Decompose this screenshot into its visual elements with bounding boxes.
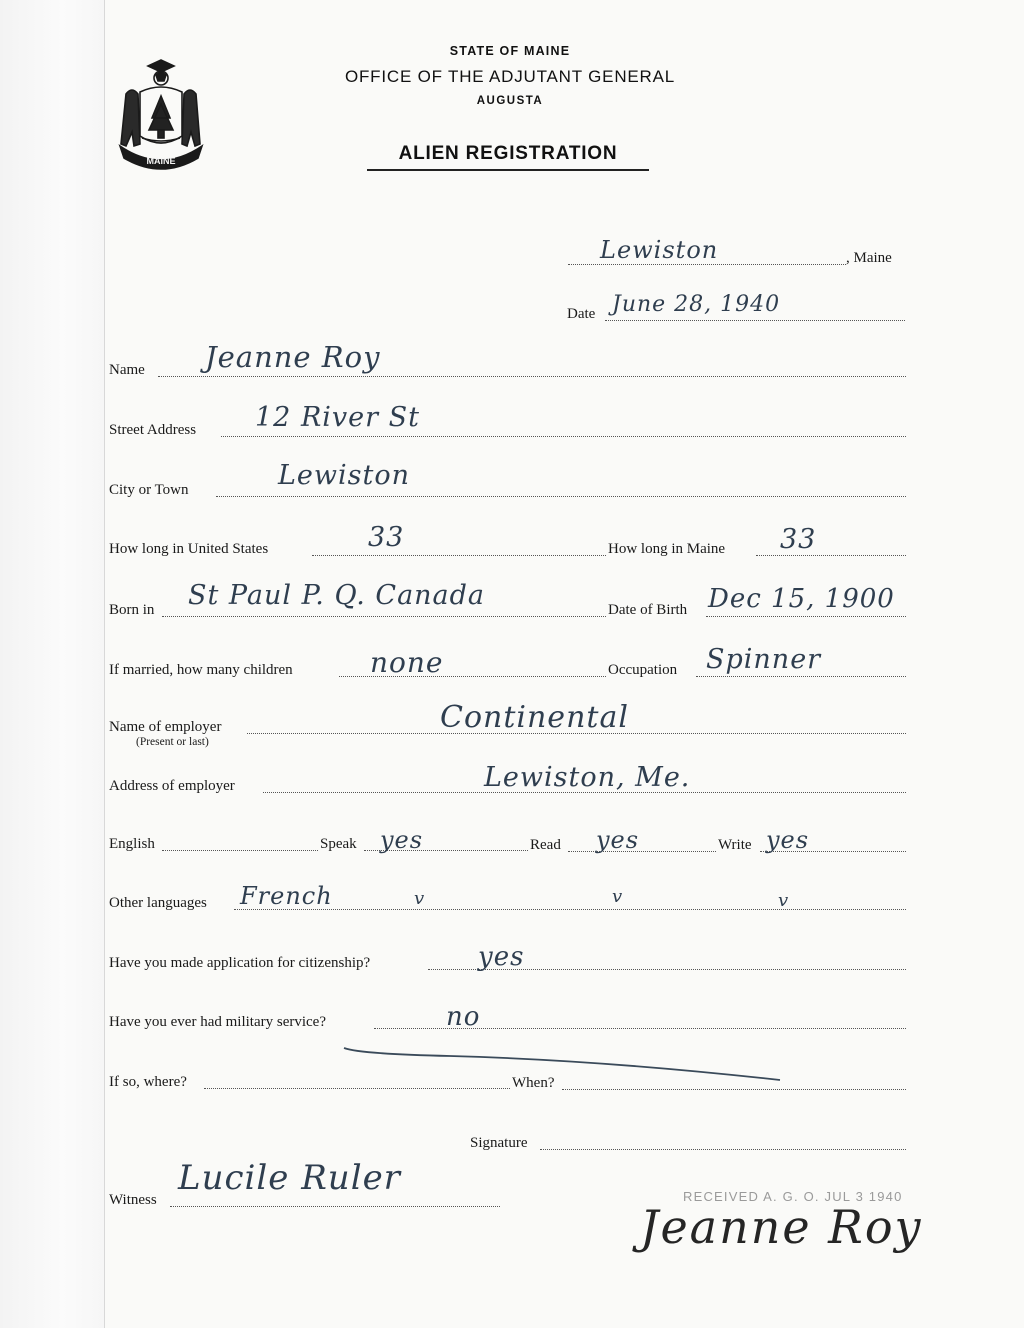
read-line	[568, 851, 716, 852]
read-label: Read	[530, 837, 561, 853]
years-maine-label: How long in Maine	[608, 541, 726, 557]
city-heading: AUGUSTA	[476, 95, 544, 107]
street-label: Street Address	[109, 422, 197, 438]
english-write-value: yes	[766, 826, 810, 854]
children-label: If married, how many children	[109, 662, 293, 678]
city-value: Lewiston	[278, 460, 411, 491]
other-languages-read-mark: v	[612, 886, 624, 907]
signature-line	[540, 1149, 906, 1150]
born-in-value: St Paul P. Q. Canada	[188, 580, 486, 611]
place-value: Lewiston	[600, 236, 719, 264]
city-line	[216, 496, 906, 497]
english-line	[162, 850, 318, 851]
occupation-value: Spinner	[706, 644, 822, 675]
occupation-line	[696, 676, 906, 677]
dob-value: Dec 15, 1900	[708, 584, 895, 614]
name-value: Jeanne Roy	[205, 340, 381, 374]
witness-line	[170, 1206, 500, 1207]
born-in-label: Born in	[109, 602, 155, 618]
citizenship-value: yes	[478, 942, 525, 972]
title-underline	[367, 169, 649, 171]
applicant-signature: Jeanne Roy	[640, 1200, 923, 1254]
where-line	[204, 1088, 510, 1089]
other-languages-label: Other languages	[109, 895, 207, 911]
speak-label: Speak	[320, 836, 357, 852]
witness-label: Witness	[109, 1192, 157, 1208]
born-in-line	[162, 616, 606, 617]
other-languages-write-mark: v	[778, 890, 790, 911]
military-value: no	[446, 1002, 481, 1032]
city-label: City or Town	[109, 482, 189, 498]
children-value: none	[370, 646, 444, 679]
where-label: If so, where?	[109, 1074, 187, 1090]
place-suffix: , Maine	[846, 250, 892, 266]
years-us-label: How long in United States	[109, 541, 269, 557]
dob-label: Date of Birth	[608, 602, 688, 618]
street-value: 12 River St	[255, 402, 420, 433]
signature-label: Signature	[470, 1135, 528, 1151]
form-title: ALIEN REGISTRATION	[398, 143, 618, 164]
employer-label: Name of employer	[109, 719, 222, 735]
dob-line	[706, 616, 906, 617]
scan-margin	[0, 0, 104, 1328]
employer-value: Continental	[440, 700, 629, 735]
state-heading: STATE OF MAINE	[449, 44, 571, 58]
employer-sublabel: (Present or last)	[136, 736, 209, 748]
years-maine-line	[756, 555, 906, 556]
dash-stroke	[340, 1040, 800, 1086]
other-languages-speak-mark: v	[414, 888, 426, 909]
english-speak-value: yes	[380, 826, 424, 854]
other-languages-line	[234, 909, 906, 910]
seal-text: MAINE	[146, 156, 176, 166]
date-label: Date	[567, 306, 596, 322]
employer-address-value: Lewiston, Me.	[484, 762, 691, 793]
other-languages-value: French	[240, 882, 333, 910]
received-stamp: RECEIVED A. G. O. JUL 3 1940	[683, 1189, 903, 1204]
years-maine-value: 33	[780, 524, 817, 555]
english-label: English	[109, 836, 155, 852]
state-seal-icon	[112, 58, 210, 176]
name-line	[158, 376, 906, 377]
years-us-line	[312, 555, 606, 556]
employer-address-label: Address of employer	[109, 778, 235, 794]
military-label: Have you ever had military service?	[109, 1014, 326, 1030]
name-label: Name	[109, 362, 145, 378]
write-label: Write	[718, 837, 752, 853]
when-line	[562, 1089, 906, 1090]
street-line	[221, 436, 906, 437]
citizenship-label: Have you made application for citizenship?	[109, 955, 371, 971]
english-read-value: yes	[596, 826, 640, 854]
place-line	[568, 264, 846, 265]
years-us-value: 33	[368, 522, 405, 553]
when-label: When?	[512, 1075, 555, 1091]
office-heading: OFFICE OF THE ADJUTANT GENERAL	[344, 67, 676, 86]
witness-signature: Lucile Ruler	[178, 1158, 401, 1198]
date-value: June 28, 1940	[612, 292, 781, 317]
occupation-label: Occupation	[608, 662, 678, 678]
date-line	[605, 320, 905, 321]
